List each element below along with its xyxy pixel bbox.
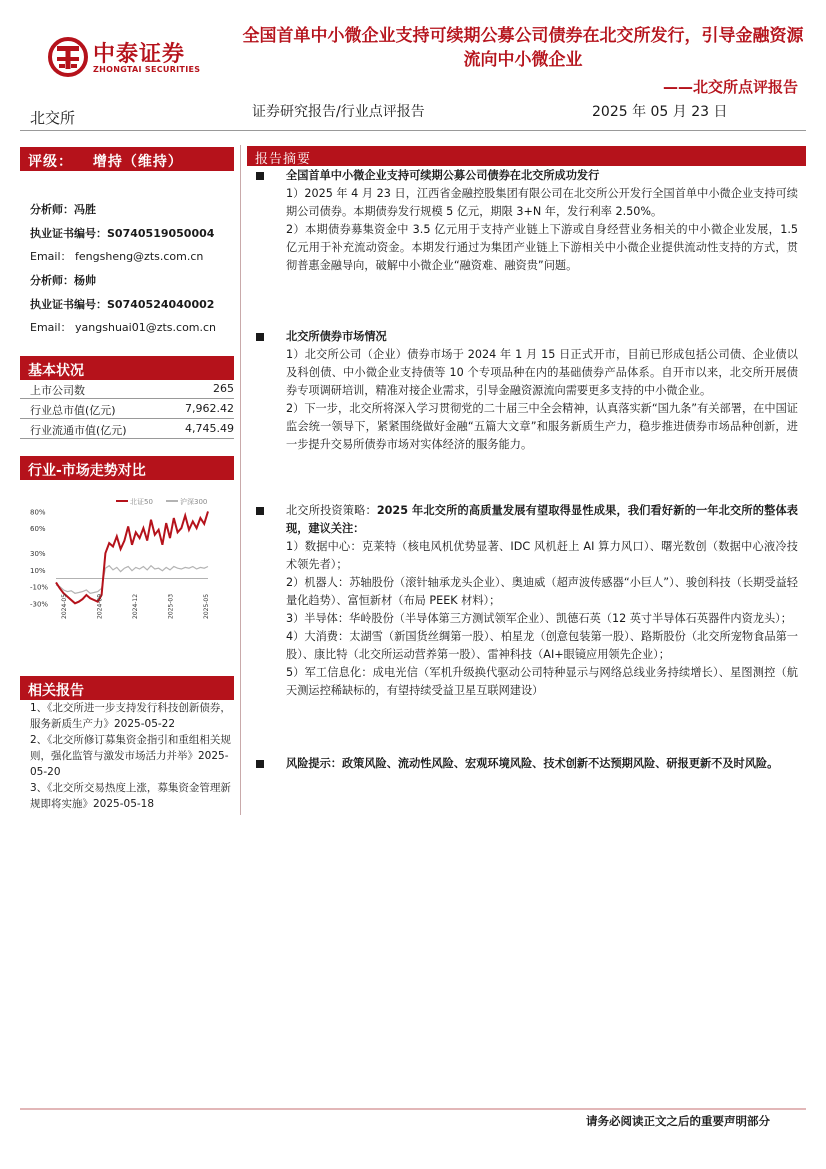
company-logo bbox=[48, 37, 218, 81]
series-line-bz50 bbox=[56, 511, 208, 603]
basic-status-title: 基本状况 bbox=[20, 356, 234, 380]
strategy-item: 2）机器人：苏轴股份（滚针轴承龙头企业）、奥迪威（超声波传感器“小巨人”）、骏创科技（长期受益轻量化趋势）、富恒新材（布局 PEEK 材料）； bbox=[286, 576, 798, 607]
analyst-2-name: 分析师：杨帅 bbox=[30, 274, 96, 287]
report-subtitle: ——北交所点评报告 bbox=[662, 78, 798, 96]
report-type: 证券研究报告/行业点评报告 bbox=[252, 104, 425, 120]
rating-label: 评级： bbox=[28, 154, 73, 170]
stat-divider bbox=[20, 438, 234, 439]
strategy-item: 4）大消费：太湖雪（新国货丝绸第一股）、柏星龙（创意包装第一股）、路斯股份（北交所宠物食品第一股）、康比特（北交所运动营养第一股）、雷神科技（AI+眼镜应用领先企业）； bbox=[286, 630, 798, 661]
legend-label: 北证50 bbox=[130, 498, 153, 506]
summary-section-2 bbox=[256, 328, 798, 454]
strategy-item: 3）半导体：华岭股份（半导体第三方测试领军企业）、凯德石英（12 英寸半导体石英器件内资龙头）； bbox=[286, 612, 792, 625]
strategy-item: 1）数据中心：克莱特（核电风机优势显著、IDC 风机赶上 AI 算力风口）、曙光数创（数据中心液冷技术领先者）； bbox=[286, 540, 798, 571]
stat-row: 行业总市值(亿元) 7,962.42 bbox=[30, 402, 234, 417]
logo-text-en: ZHONGTAI SECURITIES bbox=[93, 65, 201, 74]
rating-bar bbox=[20, 147, 234, 171]
analyst-2-email[interactable]: Email： yangshuai01@zts.com.cn bbox=[30, 321, 217, 334]
x-tick-label: 2024-05 bbox=[61, 593, 68, 619]
column-divider bbox=[240, 145, 241, 815]
analyst-1-name: 分析师：冯胜 bbox=[30, 203, 96, 216]
risk-section bbox=[256, 755, 798, 773]
y-tick-label: 80% bbox=[30, 508, 46, 517]
strategy-heading: 北交所投资策略：2025 年北交所的高质量发展有望取得显性成果，我们看好新的一年北交所的整体表现，建议关注： bbox=[286, 504, 798, 535]
x-tick-label: 2025-03 bbox=[167, 593, 175, 619]
section-1-para-1: 1）2025 年 4 月 23 日，江西省金融控股集团有限公司在北交所公开发行全国首单中小微企业支持可续期公司债券。本期债券发行规模 5 亿元，期限 3+N 年，发行利率 2.50%。 bbox=[286, 187, 798, 218]
related-report-item[interactable]: 2、《北交所修订募集资金指引和重组相关规则，强化监管与激发市场活力并举》2025-05-20 bbox=[30, 734, 231, 778]
summary-section-1 bbox=[256, 167, 798, 275]
related-report-item[interactable]: 1、《北交所进一步支持发行科技创新债券，服务新质生产力》2025-05-22 bbox=[30, 702, 231, 730]
series-line-hs300 bbox=[56, 566, 208, 594]
report-date: 2025 年 05 月 23 日 bbox=[592, 104, 728, 120]
strategy-item: 5）军工信息化：成电光信（军机升级换代驱动公司特种显示与网络总线业务持续增长）、星图测控（航天测运控稀缺标的，有望持续受益卫星互联网建设） bbox=[286, 666, 798, 697]
related-report-item[interactable]: 3、《北交所交易热度上涨，募集资金管理新规即将实施》2025-05-18 bbox=[30, 782, 231, 810]
section-2-title: 北交所债券市场情况 bbox=[286, 330, 387, 343]
analyst-1-email[interactable]: Email： fengsheng@zts.com.cn bbox=[30, 250, 204, 263]
y-tick-label: 30% bbox=[30, 550, 46, 559]
legend-label: 沪深300 bbox=[180, 498, 208, 506]
x-tick-label: 2024-12 bbox=[132, 593, 139, 619]
stat-divider bbox=[20, 398, 234, 399]
zhongtai-logo-icon bbox=[48, 37, 88, 77]
section-2-para-2: 2）下一步，北交所将深入学习贯彻党的二十届三中全会精神，认真落实新“国九条”有关部署，在中国证监会统一领导下，紧紧围绕做好金融“五篇大文章”和服务新质生产力，稳步推进债券市场品种创新，进一步提升交易所债券市场对实体经济的服务能力。 bbox=[286, 402, 798, 451]
x-tick-label: 2025-05 bbox=[203, 593, 210, 619]
stat-row: 行业流通市值(亿元) 4,745.49 bbox=[30, 422, 234, 437]
analyst-1-cert: 执业证书编号：S0740519050004 bbox=[30, 227, 215, 240]
related-reports-title: 相关报告 bbox=[20, 676, 234, 700]
section-1-title: 全国首单中小微企业支持可续期公募公司债券在北交所成功发行 bbox=[286, 169, 600, 182]
footer-disclaimer: 请务必阅读正文之后的重要声明部分 bbox=[586, 1114, 770, 1128]
logo-text-cn: 中泰证券 bbox=[93, 42, 186, 67]
risk-warning: 风险提示：政策风险、流动性风险、宏观环境风险、技术创新不达预期风险、研报更新不及时风险。 bbox=[286, 757, 779, 770]
analyst-2-cert: 执业证书编号：S0740524040002 bbox=[30, 298, 215, 311]
summary-section-3 bbox=[256, 502, 798, 700]
rating-value: 增持（维持） bbox=[92, 154, 183, 170]
summary-header: 报告摘要 bbox=[247, 146, 806, 166]
report-title: 全国首单中小微企业支持可续期公募公司债券在北交所发行，引导金融资源流向中小微企业 bbox=[242, 26, 804, 70]
section-2-para-1: 1）北交所公司（企业）债券市场于 2024 年 1 月 15 日正式开市，目前已形成包括公司债、企业债以及科创债、中小微企业支持债等 10 个专项品种在内的基础债券产品体系。自开市以来，北交所开展债券专项调研培训，精准对接企业需求，引导金融资源流向需要更多支持的中小微企业。 bbox=[286, 348, 798, 397]
trend-chart bbox=[28, 493, 234, 623]
y-tick-label: -10% bbox=[30, 583, 49, 592]
x-tick-label: 2024-09 bbox=[96, 593, 104, 619]
exchange-label: 北交所 bbox=[30, 109, 76, 127]
y-tick-label: -30% bbox=[30, 600, 49, 609]
stat-row: 上市公司数 265 bbox=[30, 382, 234, 397]
section-1-para-2: 2）本期债券募集资金中 3.5 亿元用于支持产业链上下游或自身经营业务相关的中小微企业发展，1.5 亿元用于补充流动资金。本期发行通过为集团产业链上下游相关中小微企业提供流动性支持的方式，贯彻普惠金融导向，破解中小微企业“融资难、融资贵”问题。 bbox=[286, 223, 798, 272]
y-tick-label: 60% bbox=[30, 525, 46, 534]
footer-divider bbox=[20, 1108, 806, 1110]
trend-chart-title: 行业-市场走势对比 bbox=[20, 456, 234, 480]
header-divider bbox=[20, 130, 806, 131]
stat-divider bbox=[20, 418, 234, 419]
y-tick-label: 10% bbox=[30, 566, 46, 575]
